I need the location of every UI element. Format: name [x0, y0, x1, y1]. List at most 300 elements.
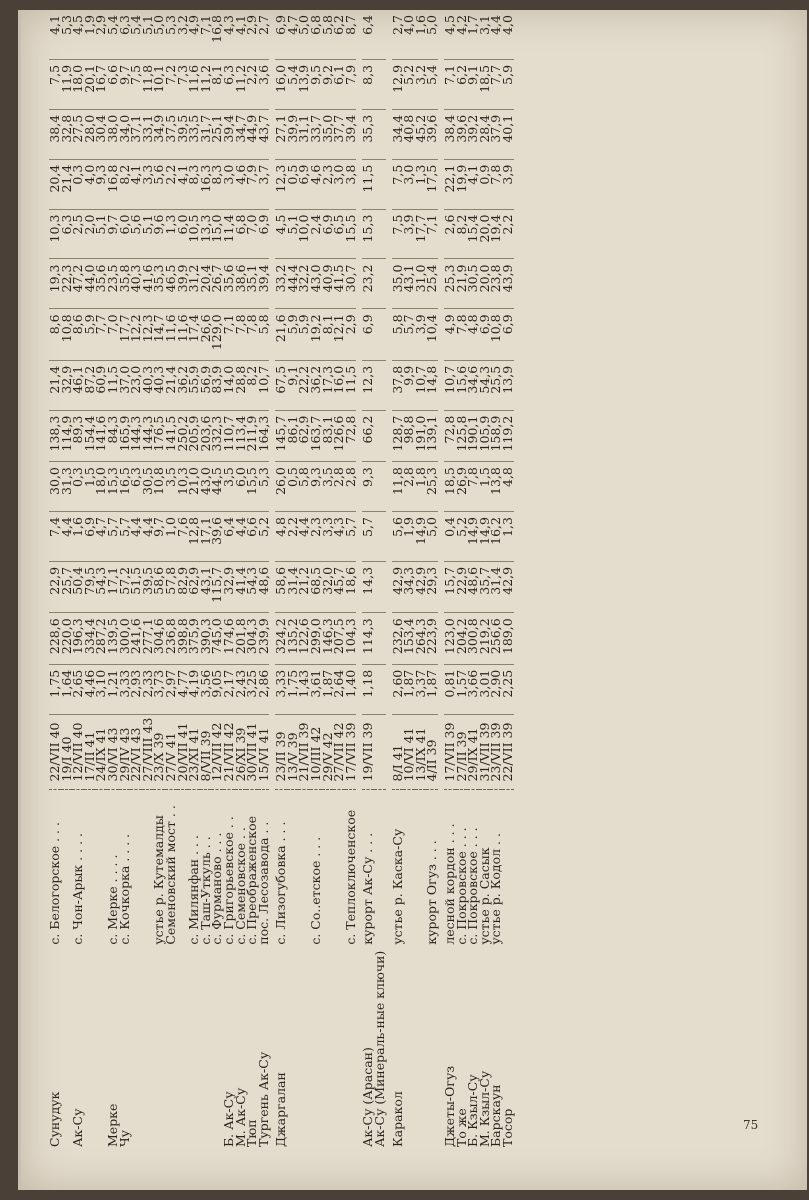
value-cell: 3,0 — [223, 159, 235, 209]
value-cell: 6,3 — [130, 462, 142, 512]
value-cell: 10,7 — [258, 360, 270, 410]
value-cell: 139,5 — [107, 613, 119, 664]
value-cell — [374, 410, 386, 461]
value-cell: 4,2 — [456, 10, 468, 59]
river-cell: Б. Ак-Су — [220, 1091, 236, 1147]
value-cell: 1,0 — [165, 512, 177, 562]
value-cell: 35,0 — [392, 259, 404, 309]
value-cell: 34,4 — [392, 109, 404, 159]
value-cell: 7,8 — [490, 159, 502, 209]
value-cell: 4,4 — [130, 512, 142, 562]
date-cell: 22/VI 43 — [130, 714, 142, 790]
value-cell: 5,4 — [107, 10, 119, 59]
value-cell: 55,9 — [188, 360, 200, 410]
point-cell: с. Чон-Арык . . . . — [70, 832, 86, 945]
value-cell: 163,7 — [310, 410, 322, 461]
value-cell: 5,1 — [142, 10, 154, 59]
value-cell: 5,3 — [258, 462, 270, 512]
value-cell: 191,0 — [415, 410, 427, 461]
value-cell: 5,7 — [362, 512, 374, 562]
value-cell: 0,9 — [479, 159, 491, 209]
value-cell: 1,3 — [165, 209, 177, 259]
point-cell: устье р. Каска-Су — [389, 828, 405, 945]
value-cell: 2,60 — [392, 664, 404, 714]
value-cell: 4,1 — [467, 159, 479, 209]
value-cell: 5,0 — [153, 10, 165, 59]
value-cell: 3,3 — [322, 512, 334, 562]
value-cell: 62,9 — [298, 410, 310, 461]
date-cell: 21/VII 39 — [298, 714, 310, 790]
value-cell: 7,5 — [49, 59, 61, 109]
value-cell: 43,7 — [258, 109, 270, 159]
point-cell: устье р. Кодол . . — [488, 833, 504, 945]
value-cell: 39,5 — [177, 109, 189, 159]
value-cell: 16,8 — [211, 10, 223, 59]
date-cell: 27/II 39 — [456, 714, 468, 790]
value-cell: 205,9 — [188, 410, 200, 461]
value-cell: 2,8 — [345, 462, 357, 512]
value-cell: 15,3 — [107, 462, 119, 512]
value-cell: 6,3 — [223, 59, 235, 109]
value-cell: 4,4 — [490, 10, 502, 59]
value-cell: 32,9 — [223, 561, 235, 612]
value-cell: 2,2 — [502, 209, 514, 259]
value-cell: 15,4 — [467, 209, 479, 259]
value-cell: 2,9 — [246, 10, 258, 59]
date-cell: 13/IX 41 — [415, 714, 427, 790]
value-cell: 398,8 — [177, 613, 189, 664]
date-cell: 15/VI 41 — [258, 714, 270, 790]
river-cell — [165, 948, 177, 1150]
value-cell: 9,1 — [287, 360, 299, 410]
value-cell: 3,37 — [415, 664, 427, 714]
value-cell: 5,3 — [61, 10, 73, 59]
value-cell: 33,7 — [310, 109, 322, 159]
value-cell: 145,7 — [275, 410, 287, 461]
value-cell: 39,6 — [211, 512, 223, 562]
value-cell: 35,8 — [119, 259, 131, 309]
value-cell: 5,7 — [119, 512, 131, 562]
value-cell: 20,0 — [479, 209, 491, 259]
value-cell: 14,9 — [415, 512, 427, 562]
value-cell: 39,4 — [345, 109, 357, 159]
value-cell: 43,0 — [200, 462, 212, 512]
value-cell: 16,0 — [333, 360, 345, 410]
value-cell: 13,3 — [200, 209, 212, 259]
value-cell: 21,9 — [456, 259, 468, 309]
value-cell: 48,6 — [258, 561, 270, 612]
value-cell: 6,3 — [119, 10, 131, 59]
value-cell: 0,4 — [444, 512, 456, 562]
value-cell: 3,61 — [310, 664, 322, 714]
value-cell: 0,81 — [444, 664, 456, 714]
value-cell: 239,9 — [258, 613, 270, 664]
date-cell: 29/IV 43 — [119, 714, 131, 790]
value-cell: 26,9 — [456, 462, 468, 512]
value-cell: 39,6 — [456, 109, 468, 159]
value-cell: 25,3 — [426, 462, 438, 512]
value-cell: 164,3 — [258, 410, 270, 461]
date-cell: 17/VII 39 — [345, 714, 357, 790]
value-cell: 9,3 — [95, 159, 107, 209]
value-cell: 30,5 — [467, 259, 479, 309]
value-cell: 27,1 — [275, 109, 287, 159]
value-cell: 14,7 — [153, 309, 165, 360]
value-cell: 277,1 — [142, 613, 154, 664]
point-cell: с. Покровское . . . — [465, 827, 481, 945]
value-cell: 139,1 — [426, 410, 438, 461]
value-cell: 30,4 — [95, 109, 107, 159]
value-cell: 1,7 — [467, 10, 479, 59]
point-cell: с. Таш-Уткуль . . — [197, 836, 213, 945]
river-cell — [177, 948, 189, 1150]
value-cell: 7,5 — [392, 209, 404, 259]
value-cell: 25,5 — [490, 360, 502, 410]
value-cell: 12,9 — [392, 59, 404, 109]
value-cell: 7,1 — [426, 209, 438, 259]
value-cell: 135,2 — [287, 613, 299, 664]
value-cell: 6,9 — [502, 309, 514, 360]
river-cell: Джеты-Огуз — [442, 1065, 457, 1147]
value-cell: 176,5 — [153, 410, 165, 461]
value-cell: 39,2 — [467, 109, 479, 159]
value-cell: 35,6 — [95, 259, 107, 309]
value-cell: 22,9 — [456, 561, 468, 612]
value-cell: 26,0 — [275, 462, 287, 512]
value-cell: 15,6 — [456, 360, 468, 410]
value-cell: 7,8 — [246, 309, 258, 360]
point-cell — [322, 790, 334, 948]
river-cell — [200, 948, 212, 1150]
value-cell: 19,2 — [310, 309, 322, 360]
value-cell: 8,3 — [211, 159, 223, 209]
value-cell: 3,73 — [153, 664, 165, 714]
value-cell: 9,1 — [467, 59, 479, 109]
point-cell: с. Милянфан . . . — [186, 835, 202, 945]
value-cell — [374, 360, 386, 410]
value-cell: 110,7 — [223, 410, 235, 461]
value-cell: 11,2 — [200, 59, 212, 109]
value-cell: 31,4 — [287, 561, 299, 612]
value-cell: 5,9 — [287, 309, 299, 360]
value-cell: 4,46 — [84, 664, 96, 714]
value-cell: 6,9 — [298, 159, 310, 209]
value-cell: 14,9 — [467, 512, 479, 562]
date-cell: 10/VI 41 — [403, 714, 415, 790]
value-cell — [374, 10, 386, 59]
value-cell: 28,8 — [235, 360, 247, 410]
value-cell: 35,3 — [153, 259, 165, 309]
value-cell: 6,9 — [322, 209, 334, 259]
river-cell: Б. Кзыл-Су — [465, 1074, 481, 1147]
value-cell: 223,9 — [426, 613, 438, 664]
value-cell: 4,77 — [177, 664, 189, 714]
value-cell: 6,1 — [333, 59, 345, 109]
value-cell: 35,7 — [479, 561, 491, 612]
value-cell: 21,2 — [298, 561, 310, 612]
value-cell — [374, 159, 386, 209]
value-cell: 2,90 — [490, 664, 502, 714]
value-cell: 39,6 — [426, 109, 438, 159]
value-cell: 82,9 — [177, 561, 189, 612]
value-cell: 8,6 — [72, 309, 84, 360]
date-cell: 20/VII 41 — [177, 714, 189, 790]
point-cell: с. Со..етское . . . — [308, 836, 324, 945]
river-cell — [298, 948, 310, 1150]
value-cell: 18,5 — [479, 59, 491, 109]
value-cell: 16,8 — [107, 159, 119, 209]
value-cell: 35,0 — [322, 109, 334, 159]
value-cell: 48,6 — [467, 561, 479, 612]
value-cell: 38,6 — [235, 259, 247, 309]
value-cell: 15,0 — [211, 209, 223, 259]
date-cell: 22/VII 40 — [49, 714, 61, 790]
value-cell: 3,56 — [200, 664, 212, 714]
value-cell: 33,2 — [275, 259, 287, 309]
value-cell: 3,1 — [479, 10, 491, 59]
value-cell: 20,0 — [479, 259, 491, 309]
value-cell: 1,6 — [72, 512, 84, 562]
value-cell: 8,3 — [362, 59, 374, 109]
value-cell: 128,7 — [392, 410, 404, 461]
value-cell: 304,6 — [153, 613, 165, 664]
value-cell: 3,25 — [246, 664, 258, 714]
value-cell: 390,3 — [200, 613, 212, 664]
date-cell: 19/VII 39 — [362, 714, 374, 790]
value-cell: 31,2 — [188, 259, 200, 309]
value-cell: 123,0 — [444, 613, 456, 664]
value-cell: 6,6 — [107, 59, 119, 109]
value-cell: 10,0 — [298, 209, 310, 259]
value-cell: 12,1 — [333, 309, 345, 360]
river-cell — [310, 948, 322, 1150]
value-cell: 190,1 — [467, 410, 479, 461]
value-cell: 4,7 — [95, 512, 107, 562]
value-cell: 43,9 — [502, 259, 514, 309]
value-cell: 2,0 — [84, 209, 96, 259]
value-cell: 375,9 — [188, 613, 200, 664]
value-cell: 10,3 — [177, 462, 189, 512]
value-cell: 2,2 — [246, 59, 258, 109]
value-cell: 3,2 — [177, 10, 189, 59]
value-cell: 1,9 — [403, 512, 415, 562]
value-cell — [374, 209, 386, 259]
value-cell: 6,9 — [84, 512, 96, 562]
value-cell: 43,1 — [200, 561, 212, 612]
value-cell: 17,3 — [322, 360, 334, 410]
value-cell: 4,8 — [467, 309, 479, 360]
value-cell: 104,3 — [345, 613, 357, 664]
value-cell: 7,2 — [165, 59, 177, 109]
value-cell: 3,10 — [95, 664, 107, 714]
value-cell: 3,5 — [322, 462, 334, 512]
value-cell: 39,9 — [177, 259, 189, 309]
value-cell: 11,5 — [107, 360, 119, 410]
value-cell: 174,6 — [223, 613, 235, 664]
value-cell: 9,7 — [107, 209, 119, 259]
value-cell: 21,6 — [275, 309, 287, 360]
value-cell: 13,9 — [298, 59, 310, 109]
value-cell: 4,19 — [188, 664, 200, 714]
value-cell: 32,0 — [322, 561, 334, 612]
date-cell: 29/V 42 — [322, 714, 334, 790]
value-cell: 2,3 — [322, 159, 334, 209]
river-cell: Тургень Ак-Су — [255, 1051, 271, 1147]
value-cell: 86,1 — [287, 410, 299, 461]
value-cell: 17,4 — [188, 309, 200, 360]
value-cell: 26,6 — [200, 309, 212, 360]
value-cell: 10,1 — [153, 59, 165, 109]
value-cell: 4,8 — [275, 512, 287, 562]
value-cell: 33,1 — [142, 109, 154, 159]
value-cell: 5,8 — [392, 309, 404, 360]
value-cell: 264,3 — [415, 613, 427, 664]
value-cell: 6,8 — [310, 10, 322, 59]
river-cell: Ак-Су (Арасан) — [360, 1047, 376, 1147]
value-cell: 28,0 — [84, 109, 96, 159]
point-cell: с. Семеновское . . — [232, 827, 248, 945]
value-cell: 3,0 — [403, 159, 415, 209]
value-cell: 44,4 — [287, 259, 299, 309]
river-cell: Джаргалан — [273, 1072, 289, 1147]
value-cell: 43,1 — [403, 259, 415, 309]
value-cell: 26,7 — [211, 259, 223, 309]
point-cell: с. Мерке . . . . — [104, 854, 120, 945]
value-cell: 5,1 — [95, 209, 107, 259]
value-cell: 3,3 — [142, 159, 154, 209]
value-cell: 211,9 — [246, 410, 258, 461]
value-cell: 1,43 — [298, 664, 310, 714]
point-cell: устье р. Сасык — [476, 847, 492, 945]
value-cell: 1,3 — [502, 512, 514, 562]
value-cell: 21,4 — [165, 360, 177, 410]
value-cell — [374, 59, 386, 109]
value-cell: 8,6 — [49, 309, 61, 360]
value-cell: 11,5 — [362, 159, 374, 209]
value-cell: 21,4 — [61, 159, 73, 209]
value-cell: 11,9 — [61, 59, 73, 109]
value-cell: 17,7 — [415, 209, 427, 259]
value-cell: 2,9 — [95, 10, 107, 59]
value-cell: 2,5 — [72, 209, 84, 259]
value-cell: 324,2 — [275, 613, 287, 664]
value-cell: 4,7 — [287, 10, 299, 59]
point-cell: курорт Огуз . . . — [424, 840, 440, 945]
value-cell: 6,8 — [235, 209, 247, 259]
value-cell: 5,7 — [107, 512, 119, 562]
value-cell: 54,3 — [246, 561, 258, 612]
value-cell: 4,0 — [403, 10, 415, 59]
river-cell: Ак-Су (Минераль-ные ключи) — [372, 950, 388, 1147]
value-cell: 67,5 — [275, 360, 287, 410]
value-cell: 8,1 — [211, 59, 223, 109]
value-cell: 114,9 — [61, 410, 73, 461]
value-cell: 10,5 — [188, 209, 200, 259]
value-cell: 25,7 — [61, 561, 73, 612]
date-cell: 17/VII 39 — [444, 714, 456, 790]
value-cell: 38,4 — [444, 109, 456, 159]
river-cell: М. Кзыл-Су — [476, 1070, 492, 1147]
value-cell: 58,6 — [275, 561, 287, 612]
value-cell: 1,87 — [426, 664, 438, 714]
value-cell: 9,2 — [322, 59, 334, 109]
value-cell: 7,1 — [223, 309, 235, 360]
river-cell — [153, 948, 165, 1150]
value-cell: 3,0 — [333, 159, 345, 209]
value-cell: 17,7 — [119, 309, 131, 360]
value-cell: 201,8 — [235, 613, 247, 664]
value-cell: 54,3 — [479, 360, 491, 410]
value-cell: 36,2 — [177, 360, 189, 410]
value-cell: 5,3 — [165, 10, 177, 59]
value-cell: 10,7 — [444, 360, 456, 410]
value-cell: 119,2 — [502, 410, 514, 461]
value-cell: 57,8 — [165, 561, 177, 612]
value-cell: 196,3 — [72, 613, 84, 664]
rotated-table-area — [21, 10, 807, 1190]
value-cell: 10,8 — [153, 462, 165, 512]
value-cell: 5,0 — [426, 512, 438, 562]
value-cell: 23,8 — [490, 259, 502, 309]
value-cell: 5,2 — [258, 512, 270, 562]
value-cell: 5,0 — [426, 10, 438, 59]
value-cell: 2,9 — [345, 309, 357, 360]
value-cell — [374, 462, 386, 512]
river-cell — [287, 948, 299, 1150]
value-cell: 57,2 — [119, 561, 131, 612]
point-cell — [374, 790, 386, 948]
value-cell: 25,4 — [426, 259, 438, 309]
value-cell: 10,4 — [426, 309, 438, 360]
value-cell: 2,7 — [258, 10, 270, 59]
value-cell: 3,5 — [165, 462, 177, 512]
value-cell: 300,0 — [119, 613, 131, 664]
value-cell: 15,5 — [246, 462, 258, 512]
value-cell: 18,5 — [444, 462, 456, 512]
date-cell: 8/I 41 — [392, 714, 404, 790]
value-cell: 4,1 — [49, 10, 61, 59]
point-cell: с. Лизогубовка . . . — [273, 821, 289, 945]
value-cell: 17,5 — [426, 159, 438, 209]
value-cell: 6,9 — [362, 309, 374, 360]
value-cell: 241,6 — [130, 613, 142, 664]
value-cell: 47,2 — [72, 259, 84, 309]
value-cell: 7,8 — [456, 309, 468, 360]
value-cell: 22,3 — [61, 259, 73, 309]
value-cell: 2,65 — [72, 664, 84, 714]
value-cell: 5,8 — [322, 10, 334, 59]
value-cell: 39,4 — [258, 259, 270, 309]
value-cell: 18,0 — [72, 59, 84, 109]
value-cell: 207,5 — [333, 613, 345, 664]
value-cell: 5,0 — [298, 10, 310, 59]
value-cell: 45,2 — [415, 109, 427, 159]
value-cell: 5,9 — [502, 59, 514, 109]
value-cell: 6,0 — [235, 462, 247, 512]
value-cell: 8,7 — [345, 10, 357, 59]
point-cell: с. Фурманово . . . — [209, 832, 225, 945]
river-cell: Мерке — [104, 1103, 120, 1147]
value-cell: 4,1 — [177, 159, 189, 209]
value-cell: 8,2 — [119, 159, 131, 209]
value-cell: 51,5 — [130, 561, 142, 612]
value-cell: 4,0 — [84, 159, 96, 209]
value-cell: 37,0 — [119, 360, 131, 410]
value-cell: 165,9 — [119, 410, 131, 461]
value-cell: 3,01 — [479, 664, 491, 714]
date-cell: 31/VII 39 — [479, 714, 491, 790]
value-cell: 37,7 — [333, 109, 345, 159]
